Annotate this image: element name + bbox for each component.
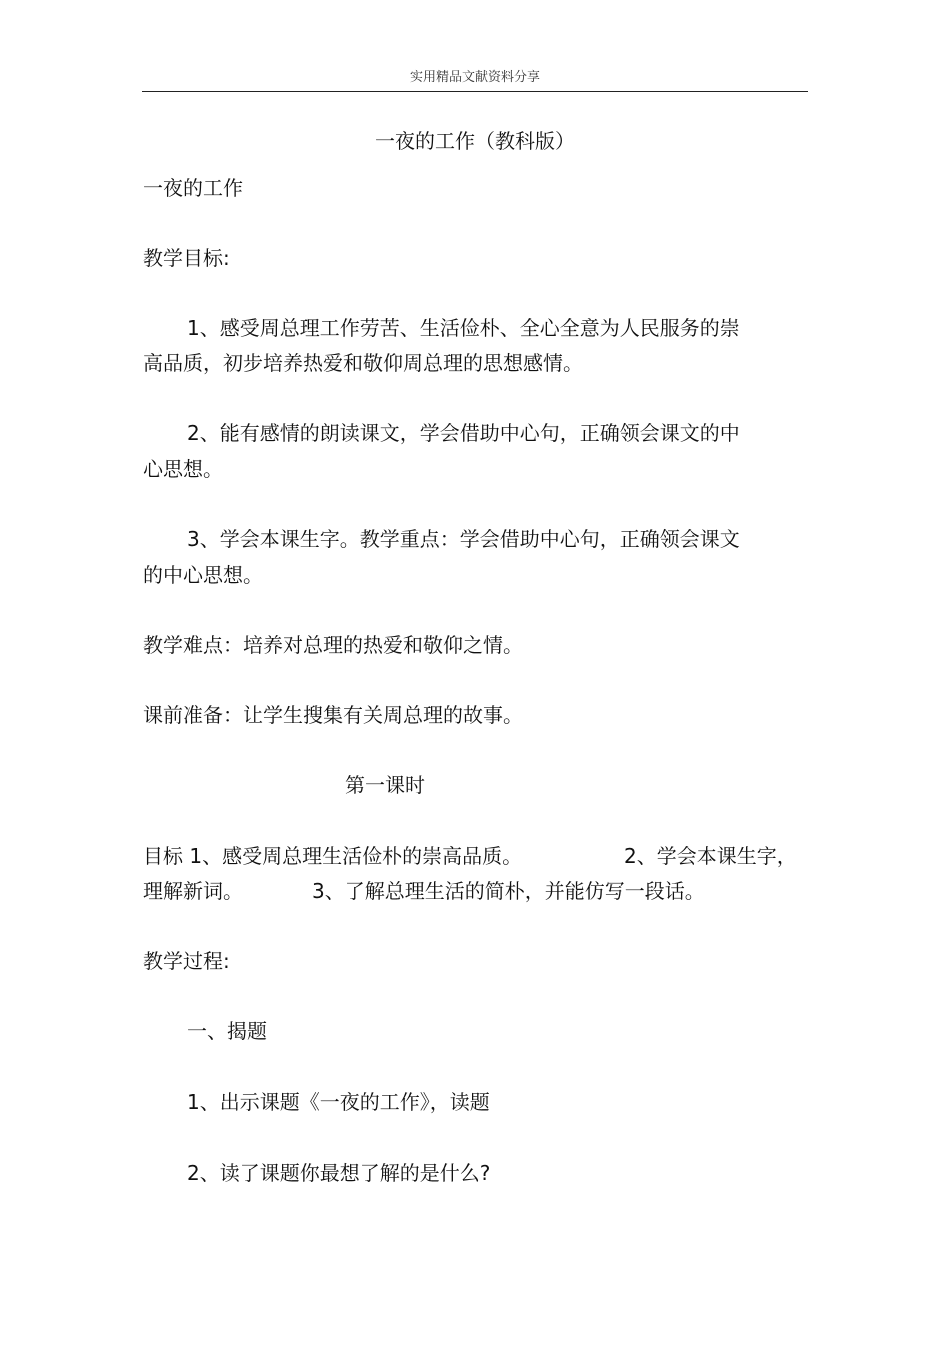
target-item-3: 3、了解总理生活的简朴，并能仿写一段话。 — [312, 879, 705, 903]
page-header-text: 实用精品文献资料分享 — [409, 70, 540, 85]
goal-2-line-1: 2、能有感情的朗读课文，学会借助中心句，正确领会课文的中 — [187, 421, 740, 445]
goals-heading: 教学目标: — [143, 246, 230, 270]
target-item-2: 2、学会本课生字， — [624, 844, 797, 868]
document-title: 一夜的工作（教科版） — [375, 129, 575, 153]
goal-3-line-2: 的中心思想。 — [143, 563, 263, 587]
target-item-1: 目标 1、感受周总理生活俭朴的崇高品质。 — [143, 844, 523, 868]
lesson-heading: 第一课时 — [345, 773, 425, 797]
goal-1-line-1: 1、感受周总理工作劳苦、生活俭朴、全心全意为人民服务的崇 — [187, 316, 740, 340]
header-divider — [142, 91, 808, 92]
step-2: 2、读了课题你最想了解的是什么? — [187, 1161, 491, 1185]
section-reveal-title: 一、揭题 — [187, 1019, 267, 1043]
teaching-difficulty: 教学难点：培养对总理的热爱和敬仰之情。 — [143, 633, 523, 657]
lesson-subtitle: 一夜的工作 — [143, 176, 243, 200]
goal-2-line-2: 心思想。 — [143, 457, 223, 481]
goal-1-line-2: 高品质，初步培养热爱和敬仰周总理的思想感情。 — [143, 351, 583, 375]
target-item-2-continued: 理解新词。 — [143, 879, 243, 903]
goal-3-line-1: 3、学会本课生字。教学重点：学会借助中心句，正确领会课文 — [187, 527, 740, 551]
step-1: 1、出示课题《一夜的工作》，读题 — [187, 1090, 490, 1114]
process-heading: 教学过程: — [143, 949, 230, 973]
class-preparation: 课前准备：让学生搜集有关周总理的故事。 — [143, 703, 523, 727]
